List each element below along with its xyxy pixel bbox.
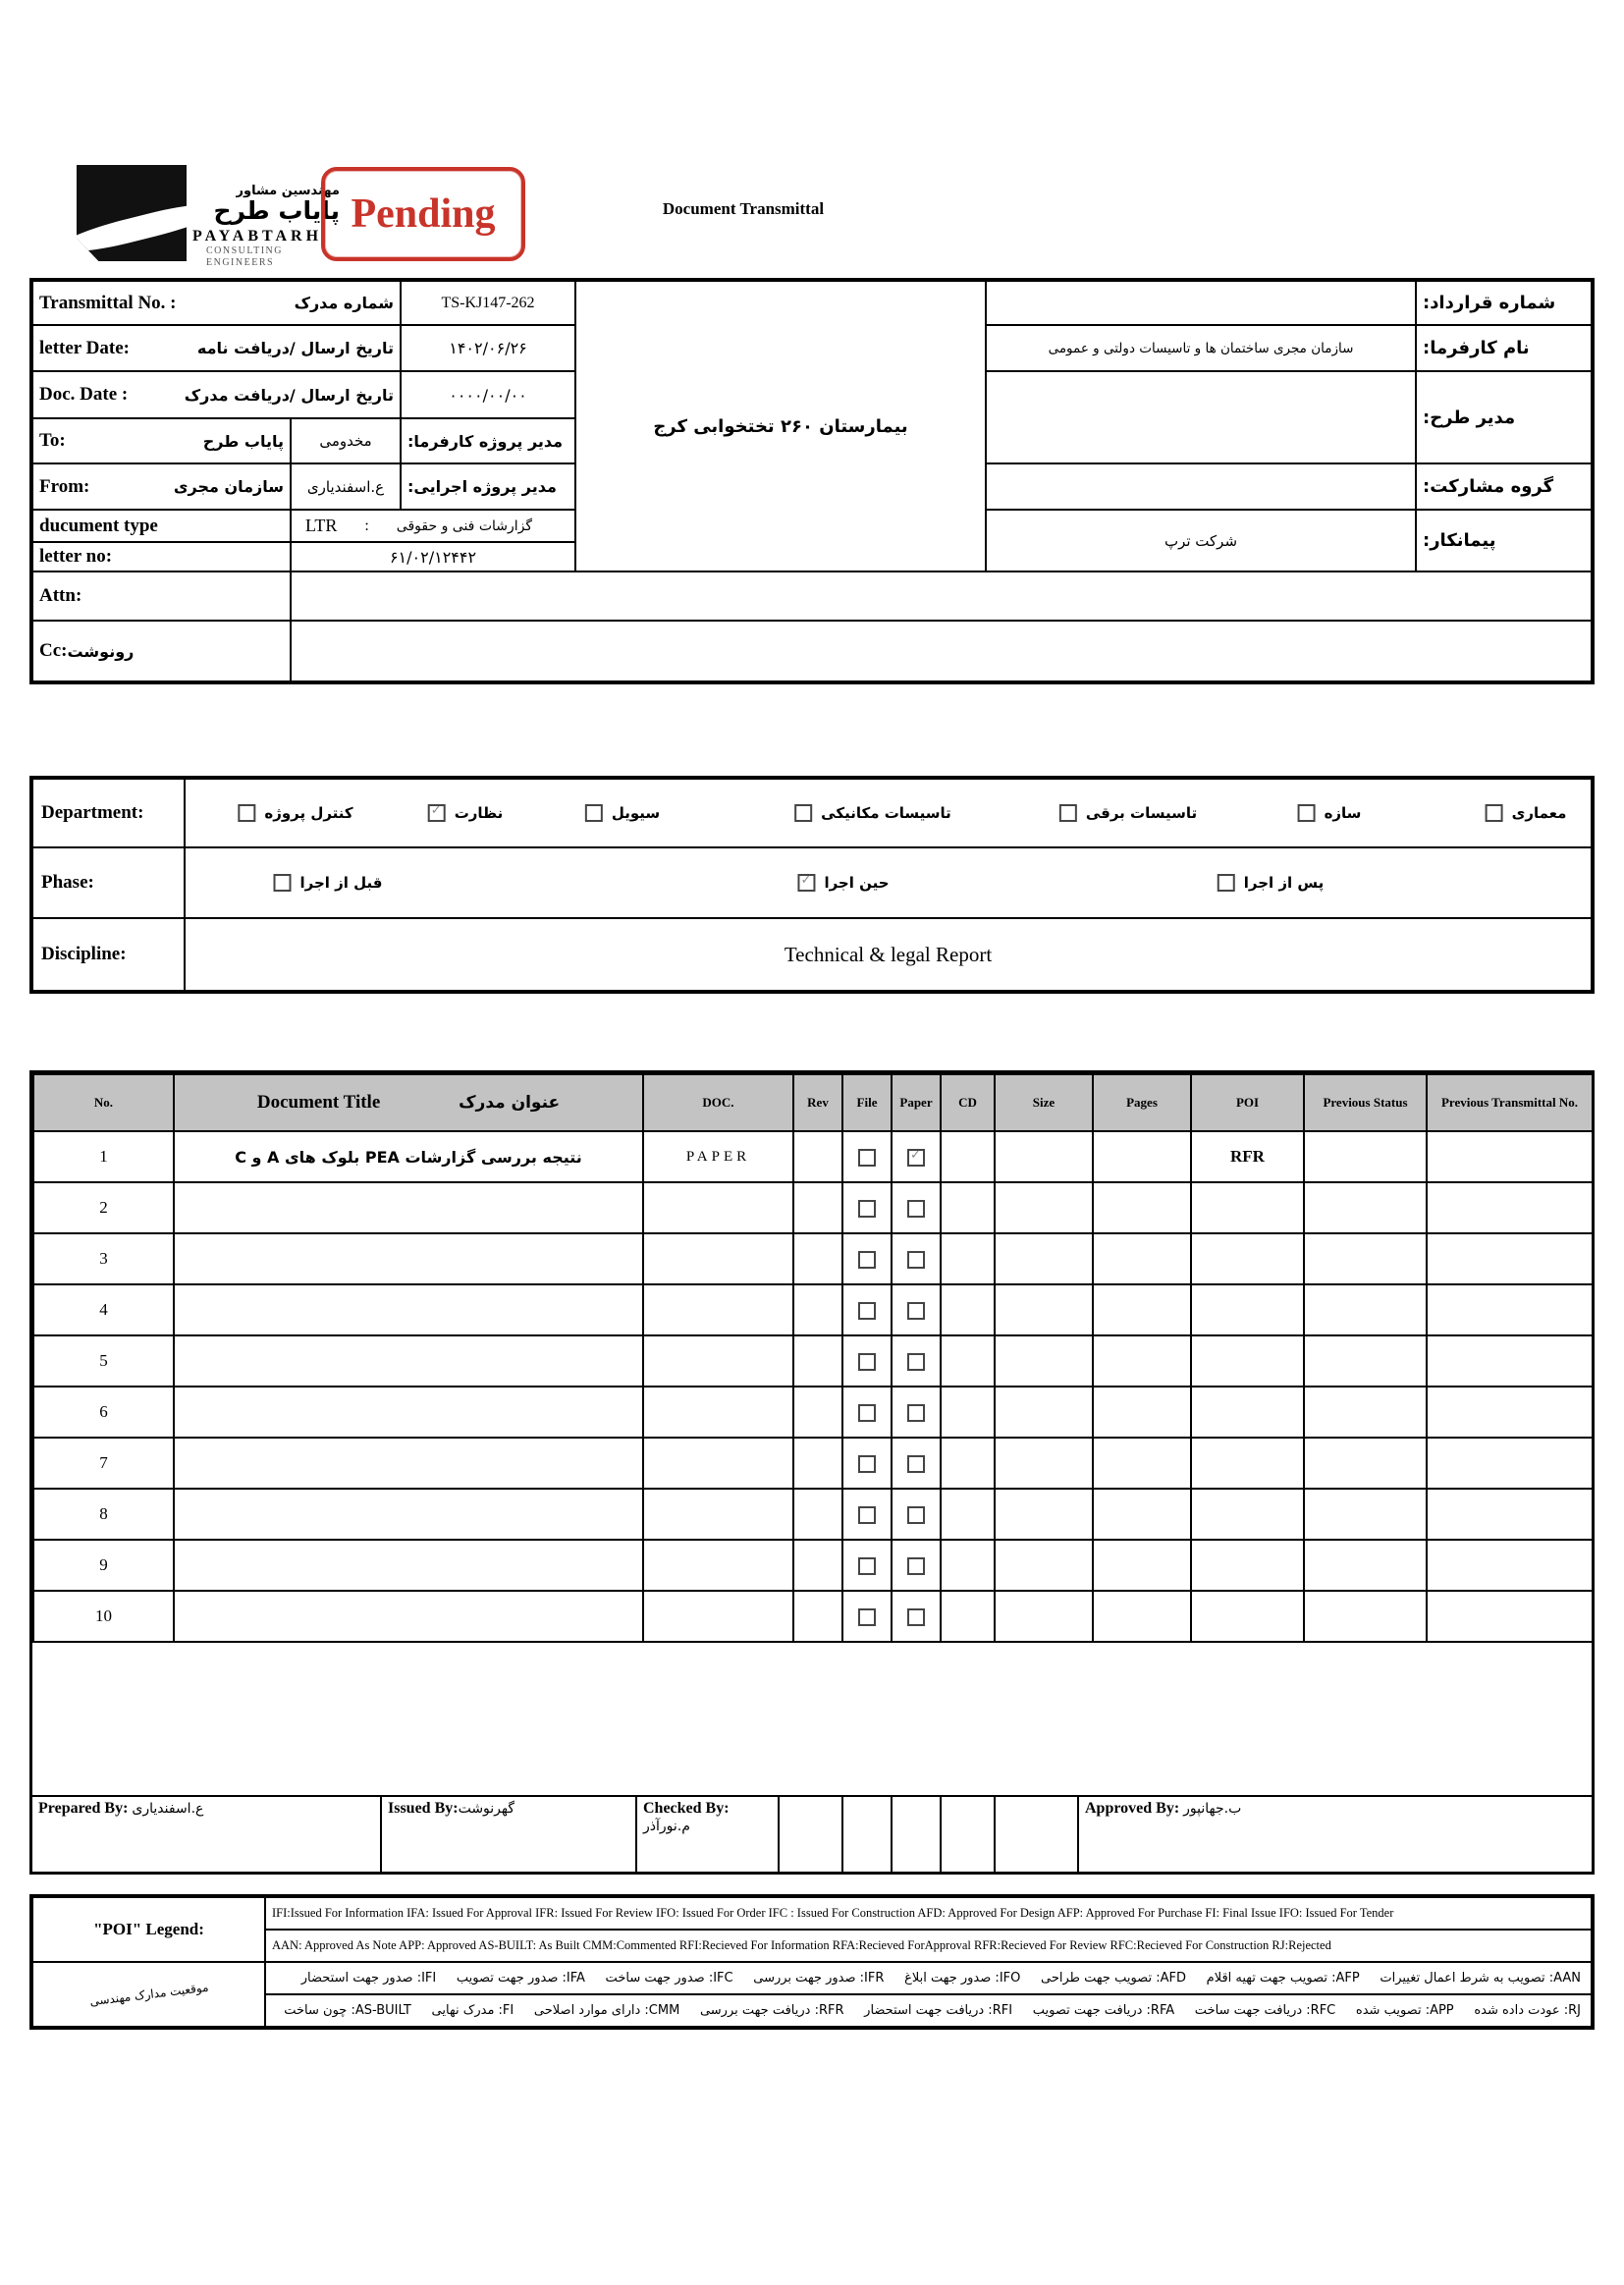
- rev-cell: [793, 1182, 842, 1233]
- project-name: بیمارستان ۲۶۰ تختخوابی کرج: [575, 281, 986, 571]
- phase-option: [797, 874, 889, 892]
- doc-type-label: ducument type: [32, 510, 291, 542]
- letter-date-label: letter Date: تاریخ ارسال /دریافت نامه: [32, 325, 401, 371]
- no-cell: 10: [33, 1591, 174, 1642]
- size-cell: [995, 1489, 1093, 1540]
- title-cell: [174, 1284, 643, 1335]
- attn-label: Attn:: [32, 571, 291, 621]
- title-cell: [174, 1489, 643, 1540]
- file-cell: [842, 1335, 892, 1387]
- file-cell: [842, 1387, 892, 1438]
- prev-status-cell: [1304, 1438, 1427, 1489]
- paper-cell: [892, 1540, 941, 1591]
- cc-value[interactable]: [291, 621, 1592, 681]
- department-checkbox[interactable]: [585, 804, 603, 822]
- paper-checkbox[interactable]: [907, 1302, 925, 1320]
- fa-legend-label: موقعیت مدارک مهندسی: [32, 1962, 265, 2027]
- col-pages: Pages: [1093, 1074, 1191, 1131]
- to-cell: To: پایاب طرح: [32, 418, 291, 463]
- title-cell: [174, 1591, 643, 1642]
- pages-cell: [1093, 1182, 1191, 1233]
- brand-name-en: PAYABTARH: [192, 227, 323, 245]
- paper-cell: [892, 1131, 941, 1182]
- attn-value[interactable]: [291, 571, 1592, 621]
- logo-swoosh-shape: [77, 196, 187, 259]
- pages-cell: [1093, 1489, 1191, 1540]
- company-logo: [77, 165, 187, 261]
- fa-legend-line2: RJ: عودت داده شده APP: تصویب شده RFC: دریافت جهت ساخت RFA: دریافت جهت تصویب RFI: دریافت جهت استحضار RFR: دریافت جهت بررسی CMM: دارای موارد اصلاحی FI: مدرک نهایی AS-BUILT: چون ساخت: [265, 1994, 1592, 2027]
- department-checkbox[interactable]: [1059, 804, 1077, 822]
- page-title: Document Transmittal: [662, 199, 825, 218]
- discipline-value: Technical & legal Report: [185, 918, 1592, 991]
- title-cell: [174, 1438, 643, 1489]
- paper-checkbox[interactable]: [907, 1557, 925, 1575]
- department-checkbox[interactable]: [1486, 804, 1503, 822]
- poi-cell: [1191, 1182, 1304, 1233]
- phase-checkbox[interactable]: [797, 874, 815, 892]
- department-option: [428, 804, 504, 822]
- poi-legend-line1: IFI:Issued For Information IFA: Issued For Approval IFR: Issued For Review IFO: Issued For Order IFC : Issued For Construction AFD: Approved For Design AFP: Approved For Purchase FI: Final Issue IFO: Issued For Tender: [265, 1897, 1592, 1930]
- file-cell: [842, 1284, 892, 1335]
- paper-checkbox[interactable]: [907, 1608, 925, 1626]
- prev-transmittal-cell: [1427, 1438, 1593, 1489]
- phase-option-label: پس از اجرا: [1243, 874, 1325, 892]
- doc-row: [33, 1182, 1593, 1233]
- prev-transmittal-cell: [1427, 1387, 1593, 1438]
- signature-row: [32, 1795, 1592, 1872]
- doc-row: [33, 1489, 1593, 1540]
- doc-row: [33, 1131, 1593, 1182]
- department-option: [585, 804, 660, 822]
- cd-cell: [941, 1182, 995, 1233]
- file-checkbox[interactable]: [858, 1557, 876, 1575]
- contractor-label: پیمانکار:: [1416, 510, 1592, 571]
- department-option-label: تاسیسات مکانیکی: [821, 804, 951, 822]
- pages-cell: [1093, 1335, 1191, 1387]
- no-cell: 7: [33, 1438, 174, 1489]
- cd-cell: [941, 1387, 995, 1438]
- department-option: [1298, 804, 1362, 822]
- paper-cell: [892, 1335, 941, 1387]
- no-cell: 1: [33, 1131, 174, 1182]
- brand-name-fa: پایاب طرح: [213, 195, 340, 225]
- rev-cell: [793, 1489, 842, 1540]
- fa-legend-line1: AAN: تصویب به شرط اعمال تغییرات AFP: تصویب جهت تهیه اقلام AFD: تصویب جهت طراحی IFO: صدور جهت ابلاغ IFR: صدور جهت بررسی IFC: صدور جهت ساخت IFA: صدور جهت تصویب IFI: صدور جهت استحضار: [265, 1962, 1592, 1994]
- paper-cell: [892, 1182, 941, 1233]
- department-option-label: معماری: [1511, 804, 1567, 822]
- department-option: [1059, 804, 1197, 822]
- doc-cell: [643, 1182, 793, 1233]
- file-cell: [842, 1540, 892, 1591]
- doc-type-value: LTR : گزارشات فنی و حقوقی: [291, 510, 575, 542]
- no-cell: 2: [33, 1182, 174, 1233]
- size-cell: [995, 1438, 1093, 1489]
- doc-row: [33, 1335, 1593, 1387]
- doc-row: [33, 1591, 1593, 1642]
- pages-cell: [1093, 1591, 1191, 1642]
- poi-legend-label: "POI" Legend:: [32, 1897, 265, 1962]
- title-cell: [174, 1233, 643, 1284]
- department-checkbox[interactable]: [428, 804, 446, 822]
- doc-cell: [643, 1591, 793, 1642]
- pages-cell: [1093, 1438, 1191, 1489]
- title-cell: [174, 1182, 643, 1233]
- from-person: ع.اسفندیاری: [291, 463, 401, 510]
- no-cell: 5: [33, 1335, 174, 1387]
- doc-row: [33, 1540, 1593, 1591]
- sig-spacer-cell: [893, 1797, 942, 1872]
- no-cell: 9: [33, 1540, 174, 1591]
- poi-legend-line2: AAN: Approved As Note APP: Approved AS-BUILT: As Built CMM:Commented RFI:Recieved For Information RFA:Recieved ForApproval RFR:Recieved For Review RFC:Recieved For Construction RJ:Rejected: [265, 1930, 1592, 1962]
- phase-label: Phase:: [32, 847, 185, 918]
- phase-checkbox[interactable]: [1218, 874, 1235, 892]
- empty-filler-area: [33, 1642, 1593, 1795]
- prev-status-cell: [1304, 1335, 1427, 1387]
- paper-checkbox[interactable]: [907, 1404, 925, 1422]
- title-cell: نتیجه بررسی گزارشات PEA بلوک های A و C: [174, 1131, 643, 1182]
- department-option-label: کنترل پروژه: [264, 804, 353, 822]
- rev-cell: [793, 1335, 842, 1387]
- design-manager-label: مدیر طرح:: [1416, 371, 1592, 463]
- cd-cell: [941, 1284, 995, 1335]
- cc-label: Cc: رونوشت: [32, 621, 291, 681]
- file-cell: [842, 1182, 892, 1233]
- prev-status-cell: [1304, 1387, 1427, 1438]
- cd-cell: [941, 1131, 995, 1182]
- doc-row: [33, 1387, 1593, 1438]
- phase-checkbox[interactable]: [274, 874, 292, 892]
- classification-table: [29, 776, 1595, 994]
- department-label: Department:: [32, 779, 185, 847]
- file-checkbox[interactable]: [858, 1608, 876, 1626]
- contractor-value: شرکت ترپ: [986, 510, 1416, 571]
- sig-spacer-cell: [996, 1797, 1079, 1872]
- client-name-value: سازمان مجری ساختمان ها و تاسیسات دولتی و عمومی: [986, 325, 1416, 371]
- cd-cell: [941, 1438, 995, 1489]
- size-cell: [995, 1182, 1093, 1233]
- letter-no-label: letter no:: [32, 542, 291, 571]
- no-cell: 8: [33, 1489, 174, 1540]
- file-checkbox[interactable]: [858, 1404, 876, 1422]
- discipline-label: Discipline:: [32, 918, 185, 991]
- cd-cell: [941, 1540, 995, 1591]
- rev-cell: [793, 1131, 842, 1182]
- pages-cell: [1093, 1540, 1191, 1591]
- department-options: [185, 779, 1592, 847]
- rev-cell: [793, 1284, 842, 1335]
- transmittal-no-label: Transmittal No. : شماره مدرک: [32, 281, 401, 325]
- department-option-label: نظارت: [454, 804, 504, 822]
- to-role-label: مدیر پروژه کارفرما:: [401, 418, 575, 463]
- brand-subtitle: CONSULTING ENGINEERS: [206, 245, 283, 268]
- sig-spacer-cell: [780, 1797, 843, 1872]
- col-doc: DOC.: [643, 1074, 793, 1131]
- pages-cell: [1093, 1131, 1191, 1182]
- doc-cell: [643, 1438, 793, 1489]
- department-option-label: سازه: [1324, 804, 1362, 822]
- size-cell: [995, 1591, 1093, 1642]
- prev-transmittal-cell: [1427, 1591, 1593, 1642]
- doc-cell: [643, 1233, 793, 1284]
- prev-transmittal-cell: [1427, 1489, 1593, 1540]
- paper-cell: [892, 1387, 941, 1438]
- department-option: [238, 804, 352, 822]
- department-option: [1486, 804, 1567, 822]
- prev-status-cell: [1304, 1131, 1427, 1182]
- contract-no-value: [986, 281, 1416, 325]
- pages-cell: [1093, 1387, 1191, 1438]
- doc-cell: [643, 1335, 793, 1387]
- pages-cell: [1093, 1233, 1191, 1284]
- size-cell: [995, 1284, 1093, 1335]
- letter-date-value: ۱۴۰۲/۰۶/۲۶: [401, 325, 575, 371]
- prev-transmittal-cell: [1427, 1233, 1593, 1284]
- rev-cell: [793, 1233, 842, 1284]
- file-cell: [842, 1591, 892, 1642]
- file-checkbox[interactable]: [858, 1455, 876, 1473]
- size-cell: [995, 1387, 1093, 1438]
- poi-cell: [1191, 1540, 1304, 1591]
- col-paper: Paper: [892, 1074, 941, 1131]
- sig-spacer-cell: [942, 1797, 996, 1872]
- doc-cell: PAPER: [643, 1131, 793, 1182]
- paper-cell: [892, 1233, 941, 1284]
- design-manager-value: [986, 371, 1416, 463]
- poi-cell: [1191, 1489, 1304, 1540]
- cd-cell: [941, 1233, 995, 1284]
- paper-cell: [892, 1284, 941, 1335]
- title-cell: [174, 1540, 643, 1591]
- prev-transmittal-cell: [1427, 1284, 1593, 1335]
- file-cell: [842, 1438, 892, 1489]
- poi-cell: [1191, 1233, 1304, 1284]
- brand-tagline: مهندسین مشاور: [236, 184, 340, 198]
- poi-cell: [1191, 1387, 1304, 1438]
- paper-checkbox[interactable]: [907, 1506, 925, 1524]
- pages-cell: [1093, 1284, 1191, 1335]
- document-list-table: [29, 1070, 1595, 1875]
- department-checkbox[interactable]: [1298, 804, 1316, 822]
- size-cell: [995, 1335, 1093, 1387]
- letter-no-value: ۶۱/۰۲/۱۲۴۴۲: [291, 542, 575, 571]
- paper-cell: [892, 1489, 941, 1540]
- partnership-group-label: گروه مشارکت:: [1416, 463, 1592, 510]
- checked-by-cell: Checked By: م.نورآذر: [637, 1797, 780, 1872]
- phase-option: [274, 874, 383, 892]
- prev-transmittal-cell: [1427, 1182, 1593, 1233]
- col-poi: POI: [1191, 1074, 1304, 1131]
- approved-by-cell: Approved By: ب.جهانپور: [1085, 1800, 1242, 1817]
- file-checkbox[interactable]: [858, 1353, 876, 1371]
- paper-cell: [892, 1438, 941, 1489]
- contract-no-label: شماره قرارداد:: [1416, 281, 1592, 325]
- prev-transmittal-cell: [1427, 1540, 1593, 1591]
- poi-cell: [1191, 1438, 1304, 1489]
- col-title: Document Title عنوان مدرک: [174, 1074, 643, 1131]
- file-cell: [842, 1233, 892, 1284]
- prev-status-cell: [1304, 1540, 1427, 1591]
- prev-transmittal-cell: [1427, 1335, 1593, 1387]
- sig-spacer-cell: [843, 1797, 893, 1872]
- prev-status-cell: [1304, 1233, 1427, 1284]
- department-option: [794, 804, 951, 822]
- department-checkbox[interactable]: [794, 804, 812, 822]
- poi-legend-table: [29, 1894, 1595, 2030]
- brand-block: [192, 185, 340, 268]
- client-name-label: نام کارفرما:: [1416, 325, 1592, 371]
- col-prev-transmittal: Previous Transmittal No.: [1427, 1074, 1593, 1131]
- file-cell: [842, 1489, 892, 1540]
- cd-cell: [941, 1591, 995, 1642]
- no-cell: 4: [33, 1284, 174, 1335]
- col-prev-status: Previous Status: [1304, 1074, 1427, 1131]
- department-option-label: تاسیسات برقی: [1085, 804, 1198, 822]
- prev-status-cell: [1304, 1182, 1427, 1233]
- prev-transmittal-cell: [1427, 1131, 1593, 1182]
- department-checkbox[interactable]: [238, 804, 255, 822]
- no-cell: 3: [33, 1233, 174, 1284]
- prev-status-cell: [1304, 1489, 1427, 1540]
- col-file: File: [842, 1074, 892, 1131]
- prepared-by-cell: Prepared By: ع.اسفندیاری: [32, 1797, 382, 1872]
- rev-cell: [793, 1438, 842, 1489]
- col-size: Size: [995, 1074, 1093, 1131]
- poi-cell: [1191, 1335, 1304, 1387]
- doc-row: [33, 1284, 1593, 1335]
- phase-options: [185, 847, 1592, 918]
- paper-checkbox[interactable]: [907, 1251, 925, 1269]
- doc-cell: [643, 1540, 793, 1591]
- title-cell: [174, 1387, 643, 1438]
- phase-option: [1218, 874, 1324, 892]
- doc-cell: [643, 1284, 793, 1335]
- phase-option-label: قبل از اجرا: [299, 874, 383, 892]
- prev-status-cell: [1304, 1591, 1427, 1642]
- partnership-group-value: [986, 463, 1416, 510]
- paper-checkbox[interactable]: [907, 1455, 925, 1473]
- col-cd: CD: [941, 1074, 995, 1131]
- poi-cell: [1191, 1591, 1304, 1642]
- no-cell: 6: [33, 1387, 174, 1438]
- rev-cell: [793, 1540, 842, 1591]
- transmittal-info-table: [29, 278, 1595, 684]
- paper-checkbox[interactable]: [907, 1149, 925, 1167]
- phase-option-label: حین اجرا: [824, 874, 890, 892]
- doc-cell: [643, 1387, 793, 1438]
- paper-checkbox[interactable]: [907, 1200, 925, 1218]
- doc-cell: [643, 1489, 793, 1540]
- to-person: مخدومی: [291, 418, 401, 463]
- issued-by-cell: Issued By:گهرنوشت: [382, 1797, 637, 1872]
- doc-row: [33, 1438, 1593, 1489]
- file-cell: [842, 1131, 892, 1182]
- file-checkbox[interactable]: [858, 1251, 876, 1269]
- paper-checkbox[interactable]: [907, 1353, 925, 1371]
- doc-date-label: Doc. Date : تاریخ ارسال /دریافت مدرک: [32, 371, 401, 418]
- size-cell: [995, 1233, 1093, 1284]
- col-rev: Rev: [793, 1074, 842, 1131]
- file-checkbox[interactable]: [858, 1149, 876, 1167]
- pending-stamp: Pending: [321, 167, 525, 261]
- doc-row: [33, 1233, 1593, 1284]
- from-cell: From: سازمان مجری: [32, 463, 291, 510]
- cd-cell: [941, 1489, 995, 1540]
- size-cell: [995, 1131, 1093, 1182]
- file-checkbox[interactable]: [858, 1506, 876, 1524]
- doc-date-value: ۰۰۰۰/۰۰/۰۰: [401, 371, 575, 418]
- rev-cell: [793, 1591, 842, 1642]
- paper-cell: [892, 1591, 941, 1642]
- col-no: No.: [33, 1074, 174, 1131]
- from-role-label: مدیر پروژه اجرایی:: [401, 463, 575, 510]
- file-checkbox[interactable]: [858, 1302, 876, 1320]
- cd-cell: [941, 1335, 995, 1387]
- rev-cell: [793, 1387, 842, 1438]
- file-checkbox[interactable]: [858, 1200, 876, 1218]
- poi-cell: RFR: [1191, 1131, 1304, 1182]
- transmittal-no-value: TS-KJ147-262: [401, 281, 575, 325]
- department-option-label: سیویل: [611, 804, 661, 822]
- prev-status-cell: [1304, 1284, 1427, 1335]
- table-header-row: [33, 1074, 1593, 1131]
- poi-cell: [1191, 1284, 1304, 1335]
- size-cell: [995, 1540, 1093, 1591]
- title-cell: [174, 1335, 643, 1387]
